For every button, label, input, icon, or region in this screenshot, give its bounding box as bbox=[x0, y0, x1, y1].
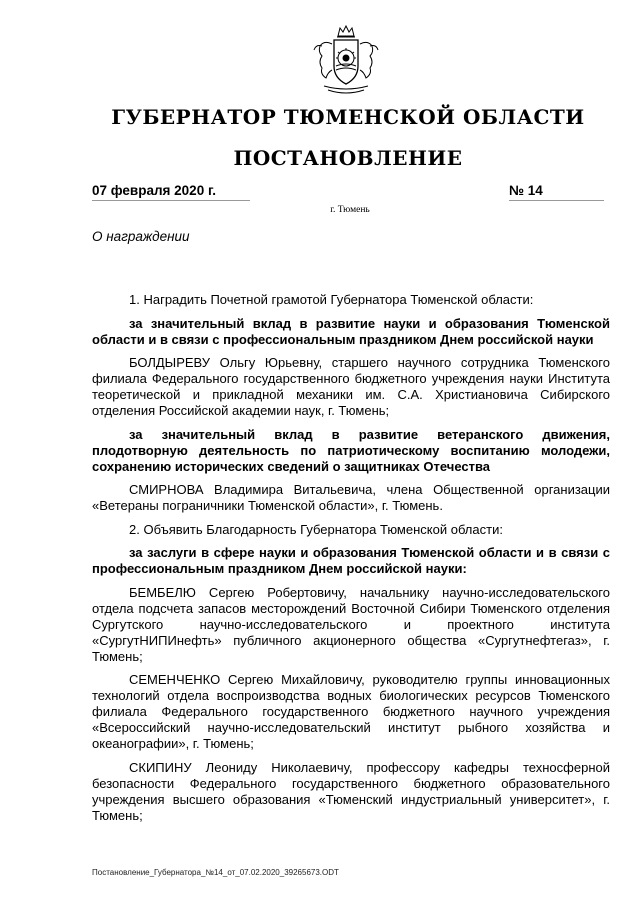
awardee-entry: БОЛДЫРЕВУ Ольгу Юрьевну, старшего научного сотрудника Тюменского филиала Федерального государственного бюджетного учреждения науки Института теоретической и прикладной механики им. С.А. Христиановича Сибирского отделения Российской академии наук, г. Тюмень; bbox=[92, 355, 610, 418]
governor-title: ГУБЕРНАТОР ТЮМЕНСКОЙ ОБЛАСТИ bbox=[111, 105, 585, 129]
document-subject: О награждении bbox=[92, 229, 190, 244]
document-date: 07 февраля 2020 г. bbox=[92, 183, 250, 201]
award-reason: за заслуги в сфере науки и образования Тюменской области и в связи с профессиональным праздником Днем российской науки: bbox=[92, 545, 610, 576]
document-number: № 14 bbox=[509, 183, 604, 201]
document-body bbox=[92, 292, 610, 831]
award-reason: за значительный вклад в развитие ветеранского движения, плодотворную деятельность по патриотическому воспитанию молодежи, сохранению исторических сведений о защитниках Отечества bbox=[92, 426, 610, 474]
award-item-1: 1. Наградить Почетной грамотой Губернатора Тюменской области: bbox=[129, 292, 534, 307]
awardee-entry: СМИРНОВА Владимира Витальевича, члена Общественной организации «Ветераны пограничники Тюменской области», г. Тюмень. bbox=[92, 482, 610, 513]
awardee-entry: СКИПИНУ Леониду Николаевичу, профессору кафедры техносферной безопасности Федерального государственного бюджетного образовательного учреждения высшего образования «Тюменский индустриальный университет», г. Тюмень; bbox=[92, 759, 610, 823]
awardee-entry: БЕМБЕЛЮ Сергею Робертовичу, начальнику научно-исследовательского отдела подсчета запасов месторождений Восточной Сибири Тюменского отделения Сургутского научно-исследовательского и проектного института «СургутНИПИнефть» публичного акционерного общества «Сургутнефтегаз», г. Тюмень; bbox=[92, 584, 610, 664]
file-footer: Постановление_Губернатора_№14_от_07.02.2020_39265673.ODT bbox=[92, 868, 339, 877]
award-item-2: 2. Объявить Благодарность Губернатора Тюменской области: bbox=[129, 521, 503, 537]
document-city: г. Тюмень bbox=[330, 205, 370, 215]
document-type: ПОСТАНОВЛЕНИЕ bbox=[233, 146, 463, 170]
coat-of-arms-icon bbox=[306, 22, 386, 102]
awardee-entry: СЕМЕНЧЕНКО Сергею Михайловичу, руководителю группы инновационных технологий отдела воспроизводства водных биологических ресурсов Тюменского филиала Федерального государственного бюджетного научного учреждения «Всероссийский научно-исследовательский институт рыбного хозяйства и океанографии», г. Тюмень; bbox=[92, 672, 610, 751]
award-reason: за значительный вклад в развитие науки и образования Тюменской области и в связи с профессиональным праздником Днем российской науки bbox=[92, 315, 610, 347]
